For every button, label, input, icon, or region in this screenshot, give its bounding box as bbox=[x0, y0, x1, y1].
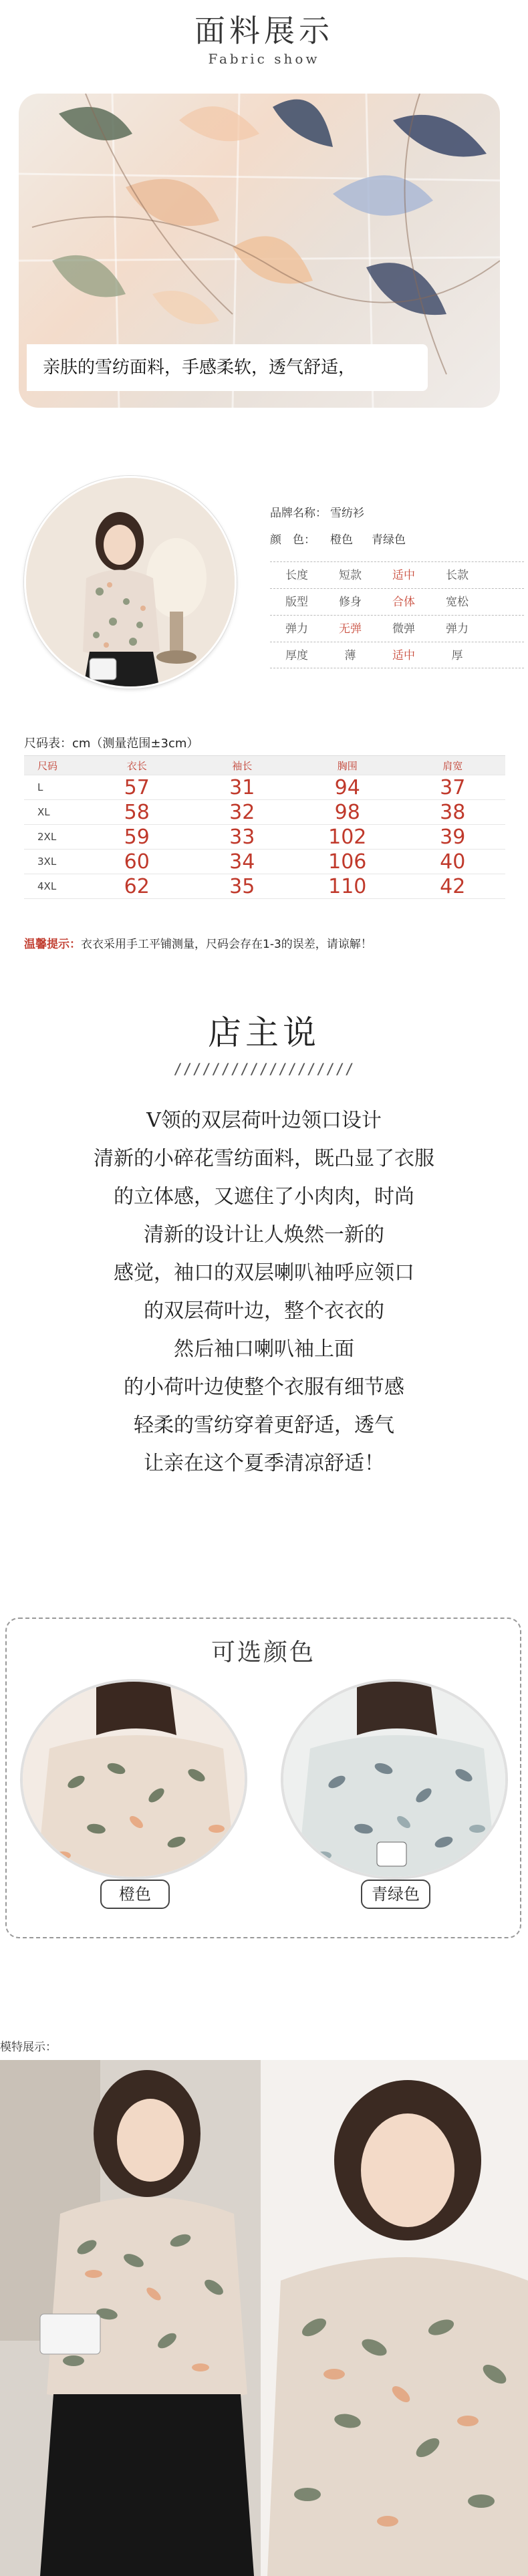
size-row bbox=[24, 800, 505, 825]
fabric-subtitle: Fabric show bbox=[208, 51, 320, 67]
color-value-orange: 橙色 bbox=[330, 533, 353, 547]
size-value: 58 bbox=[124, 800, 150, 824]
owner-description bbox=[0, 1102, 528, 1483]
size-label: 2XL bbox=[37, 831, 57, 843]
size-value: 31 bbox=[229, 775, 255, 799]
size-value: 32 bbox=[229, 800, 255, 824]
owner-section-title: 店主说 bbox=[208, 1013, 320, 1052]
size-value: 60 bbox=[124, 850, 150, 874]
model-section-title: 模特展示： bbox=[0, 2041, 57, 2054]
color-value-green: 青绿色 bbox=[372, 533, 406, 547]
attribute-option: 无弹 bbox=[339, 622, 362, 636]
size-value: 98 bbox=[334, 800, 360, 824]
fabric-photo bbox=[19, 94, 500, 408]
fabric-caption: 亲肤的雪纺面料，手感柔软，透气舒适， bbox=[27, 344, 428, 391]
header-cell: 袖长 bbox=[232, 759, 253, 772]
owner-description-line: 的立体感，又遮住了小肉肉，时尚 bbox=[114, 1185, 414, 1208]
size-value: 102 bbox=[328, 825, 367, 849]
warm-tip-label: 温馨提示： bbox=[24, 938, 81, 951]
size-label: 3XL bbox=[37, 856, 57, 868]
owner-description-line: 让亲在这个夏季清凉舒适！ bbox=[144, 1452, 384, 1475]
attribute-grade-table bbox=[270, 561, 524, 668]
attribute-option: 适中 bbox=[392, 569, 415, 582]
color-option-green[interactable] bbox=[281, 1679, 508, 1906]
fabric-header bbox=[0, 12, 528, 67]
attribute-option: 适中 bbox=[392, 649, 415, 662]
brand-row bbox=[270, 500, 424, 527]
size-label: 4XL bbox=[37, 880, 57, 892]
attribute-option: 合体 bbox=[392, 596, 415, 609]
attribute-name: 版型 bbox=[285, 596, 308, 609]
orange-blouse-illustration bbox=[23, 1682, 247, 1880]
attribute-option: 弹力 bbox=[446, 622, 469, 636]
owner-divider: /////////////////// bbox=[173, 1061, 355, 1078]
size-value: 39 bbox=[440, 825, 466, 849]
color-label: 颜 色： bbox=[270, 533, 315, 547]
size-table-note: 尺码表：cm（测量范围±3cm） bbox=[24, 737, 199, 751]
size-label: L bbox=[37, 781, 43, 793]
size-value: 37 bbox=[440, 775, 466, 799]
brand-value: 雪纺衫 bbox=[330, 507, 364, 520]
owner-description-line: 清新的设计让人焕然一新的 bbox=[144, 1223, 384, 1247]
color-swatch-photo bbox=[281, 1679, 508, 1880]
size-value: 110 bbox=[328, 874, 367, 898]
size-row bbox=[24, 874, 505, 899]
size-row bbox=[24, 825, 505, 850]
color-swatch-photo bbox=[20, 1679, 247, 1880]
attribute-name: 厚度 bbox=[285, 649, 308, 662]
size-value: 59 bbox=[124, 825, 150, 849]
size-row bbox=[24, 850, 505, 874]
size-value: 57 bbox=[124, 775, 150, 799]
header-cell: 尺码 bbox=[37, 759, 58, 772]
owner-description-line: 感觉，袖口的双层喇叭袖呼应领口 bbox=[114, 1261, 414, 1285]
fabric-title: 面料展示 bbox=[194, 13, 334, 49]
size-table-header bbox=[24, 755, 505, 775]
size-value: 34 bbox=[229, 850, 255, 874]
owner-description-line: 的小荷叶边使整个衣服有细节感 bbox=[124, 1376, 404, 1399]
header-cell: 胸围 bbox=[337, 759, 358, 772]
attribute-option: 薄 bbox=[344, 649, 356, 662]
attribute-name: 弹力 bbox=[285, 622, 308, 636]
owner-description-line: 清新的小碎花雪纺面料，既凸显了衣服 bbox=[94, 1147, 434, 1170]
model-photos-illustration bbox=[0, 2060, 528, 2576]
warm-tip-text: 衣衣采用手工平铺测量，尺码会存在1-3的误差，请谅解！ bbox=[81, 938, 372, 951]
size-value: 106 bbox=[328, 850, 367, 874]
brand-label: 品牌名称： bbox=[270, 507, 327, 520]
model-portrait-illustration bbox=[26, 478, 237, 688]
attribute-row bbox=[270, 615, 524, 642]
attribute-option: 修身 bbox=[339, 596, 362, 609]
header-cell: 衣长 bbox=[126, 759, 147, 772]
warm-tip bbox=[24, 934, 372, 951]
color-options-title: 可选颜色 bbox=[211, 1639, 315, 1666]
attribute-row bbox=[270, 642, 524, 668]
header-cell: 肩宽 bbox=[442, 759, 463, 772]
model-photo bbox=[0, 2060, 528, 2576]
attribute-option: 长款 bbox=[446, 569, 469, 582]
attribute-row bbox=[270, 561, 524, 588]
attribute-option: 微弹 bbox=[392, 622, 415, 636]
green-blouse-illustration bbox=[283, 1682, 508, 1880]
size-value: 42 bbox=[440, 874, 466, 898]
size-value: 94 bbox=[334, 775, 360, 799]
owner-description-line: 然后袖口喇叭袖上面 bbox=[174, 1337, 354, 1361]
size-value: 40 bbox=[440, 850, 466, 874]
size-table bbox=[24, 755, 505, 899]
attribute-option: 宽松 bbox=[446, 596, 469, 609]
color-options-box bbox=[5, 1618, 521, 1938]
size-row bbox=[24, 775, 505, 800]
attribute-name: 长度 bbox=[285, 569, 308, 582]
product-info bbox=[270, 500, 424, 553]
owner-description-line: 的双层荷叶边，整个衣衣的 bbox=[144, 1299, 384, 1323]
color-row bbox=[270, 527, 424, 553]
product-circle-photo bbox=[24, 476, 237, 688]
owner-description-line: V领的双层荷叶边领口设计 bbox=[146, 1109, 382, 1132]
color-option-orange[interactable] bbox=[20, 1679, 247, 1906]
color-option-label: 青绿色 bbox=[361, 1880, 430, 1909]
size-value: 33 bbox=[229, 825, 255, 849]
size-value: 35 bbox=[229, 874, 255, 898]
size-value: 62 bbox=[124, 874, 150, 898]
owner-description-line: 轻柔的雪纺穿着更舒适，透气 bbox=[134, 1414, 394, 1437]
color-option-label: 橙色 bbox=[100, 1880, 170, 1909]
attribute-option: 厚 bbox=[451, 649, 463, 662]
size-label: XL bbox=[37, 806, 50, 818]
size-value: 38 bbox=[440, 800, 466, 824]
attribute-row bbox=[270, 588, 524, 615]
attribute-option: 短款 bbox=[339, 569, 362, 582]
